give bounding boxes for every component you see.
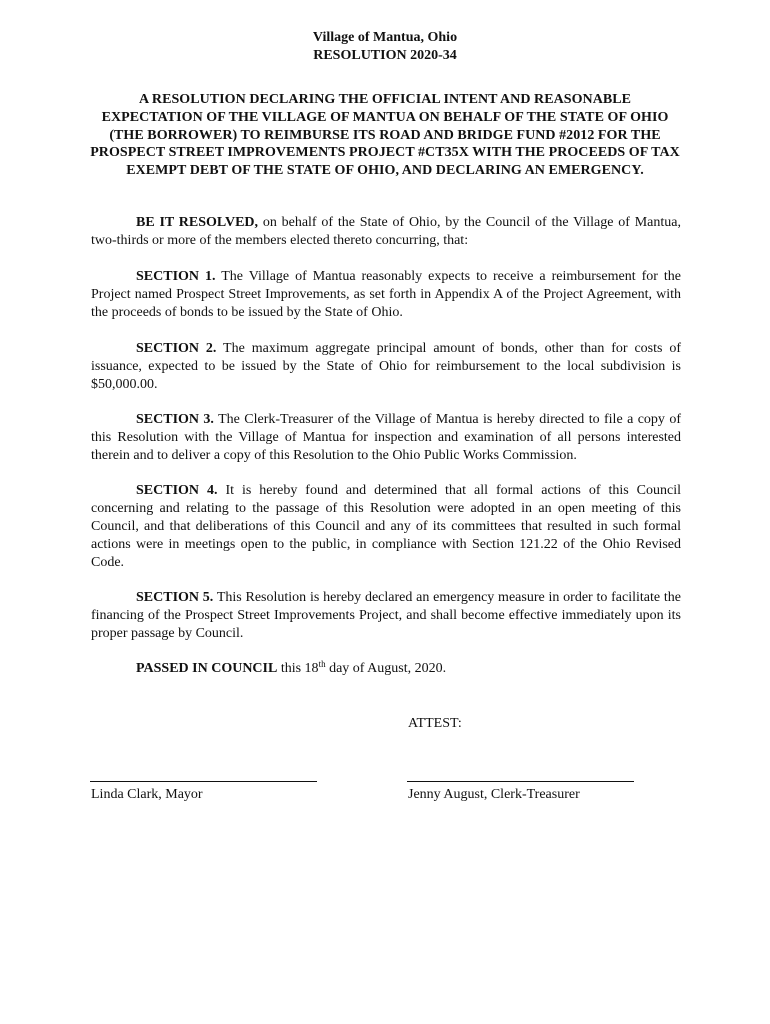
passed-text-after: day of August, 2020. <box>325 661 447 676</box>
section-4-text: It is hereby found and determined that all formal actions of this Council concerning and relating to the passage of this Resolution were adopted in an open meeting of this Council, and that deliberations of this Council and any of its committees that resulted in such formal actions were in meetings open to the public, in compliance with Section 121.22 of the Ohio Revised Code. <box>91 483 681 570</box>
resolved-paragraph <box>91 214 681 250</box>
section-4-label: SECTION 4. <box>136 483 218 498</box>
attest-label: ATTEST: <box>408 716 462 731</box>
passed-text-before: this 18 <box>277 661 319 676</box>
resolution-number-heading: RESOLUTION 2020-34 <box>313 48 457 63</box>
section-2-label: SECTION 2. <box>136 341 217 356</box>
section-3-text: The Clerk-Treasurer of the Village of Mantua is hereby directed to file a copy of this Resolution with the Village of Mantua for inspection and examination of all persons interested therein and to deliver a copy of this Resolution to the Ohio Public Works Commission. <box>91 412 681 463</box>
resolution-title: A RESOLUTION DECLARING THE OFFICIAL INTENT AND REASONABLE EXPECTATION OF THE VILLAGE OF MANTUA ON BEHALF OF THE STATE OF OHIO (THE BORROWER) TO REIMBURSE ITS ROAD AND BRIDGE FUND #2012 FOR THE PROSPECT STREET IMPROVEMENTS PROJECT #CT35X WITH THE PROCEEDS OF TAX EXEMPT DEBT OF THE STATE OF OHIO, AND DECLARING AN EMERGENCY. <box>90 92 680 179</box>
section-1-label: SECTION 1. <box>136 269 216 284</box>
section-4-paragraph <box>91 482 681 572</box>
section-5-text: This Resolution is hereby declared an emergency measure in order to facilitate the financing of the Prospect Street Improvements Project, and shall become effective immediately upon its proper passage by Council. <box>91 590 681 641</box>
passed-paragraph <box>91 660 681 678</box>
section-2-text: The maximum aggregate principal amount of bonds, other than for costs of issuance, expected to be issued by the State of Ohio for reimbursement to the local subdivision is $50,000.00. <box>91 341 681 392</box>
resolved-text: on behalf of the State of Ohio, by the Council of the Village of Mantua, two-thirds or more of the members elected thereto concurring, that: <box>91 215 681 248</box>
municipality-heading: Village of Mantua, Ohio <box>312 30 458 45</box>
clerk-signature-line <box>407 781 634 782</box>
section-1-paragraph <box>91 268 681 322</box>
section-3-paragraph <box>91 411 681 465</box>
mayor-name: Linda Clark, Mayor <box>91 787 203 802</box>
section-2-paragraph <box>91 340 681 394</box>
section-3-label: SECTION 3. <box>136 412 214 427</box>
clerk-name: Jenny August, Clerk-Treasurer <box>408 787 580 802</box>
resolved-lead: BE IT RESOLVED, <box>136 215 259 230</box>
mayor-signature-line <box>90 781 317 782</box>
section-5-label: SECTION 5. <box>136 590 214 605</box>
passed-day-suffix: th <box>318 659 326 669</box>
section-5-paragraph <box>91 589 681 643</box>
section-1-text: The Village of Mantua reasonably expects to receive a reimbursement for the Project named Prospect Street Improvements, as set forth in Appendix A of the Project Agreement, with the proceeds of bonds to be issued by the State of Ohio. <box>91 269 681 320</box>
passed-lead: PASSED IN COUNCIL <box>136 661 278 676</box>
